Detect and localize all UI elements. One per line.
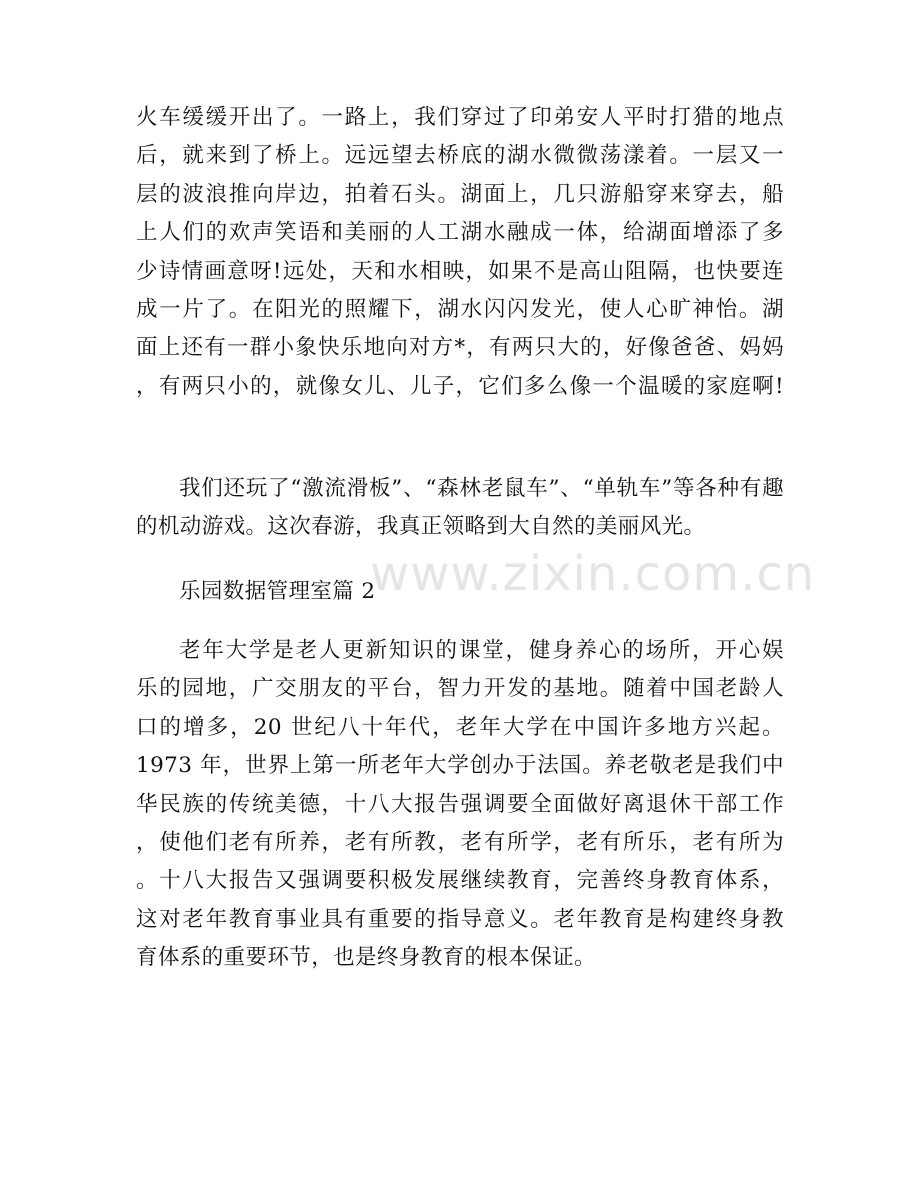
paragraph-3-line: 老年大学是老人更新知识的课堂，健身养心的场所，开心娱 [179,638,784,663]
watermark: www.zixin.com.cn [370,546,816,602]
paragraph-1 [136,99,784,406]
section-heading: 乐园数据管理室篇 2 [179,579,376,604]
paragraph-3-line: 口的增多，20 世纪八十年代，老年大学在中国许多地方兴起。 [136,714,784,740]
paragraph-3-line: ，使他们老有所养，老有所教，老有所学，老有所乐，老有所为 [136,830,784,856]
paragraph-1-line: 成一片了。在阳光的照耀下，湖水闪闪发光，使人心旷神怡。湖 [136,297,784,323]
paragraph-3-line: 这对老年教育事业具有重要的指导意义。老年教育是构建终身教 [136,906,784,932]
paragraph-3-line: 。十八大报告又强调要积极发展继续教育，完善终身教育体系， [136,868,784,894]
paragraph-1-line: ，有两只小的，就像女儿、儿子，它们多么像一个温暖的家庭啊! [136,373,784,399]
paragraph-3-line: 育体系的重要环节，也是终身教育的根本保证。 [136,945,596,971]
paragraph-1-line: 面上还有一群小象快乐地向对方*，有两只大的，好像爸爸、妈妈 [136,335,784,361]
paragraph-3-line: 乐的园地，广交朋友的平台，智力开发的基地。随着中国老龄人 [136,676,784,702]
paragraph-1-line: 火车缓缓开出了。一路上，我们穿过了印弟安人平时打猎的地点 [136,105,784,130]
paragraph-1-line: 后，就来到了桥上。远远望去桥底的湖水微微荡漾着。一层又一 [136,143,784,169]
paragraph-3 [136,632,784,978]
paragraph-1-line: 层的波浪推向岸边，拍着石头。湖面上，几只游船穿来穿去，船 [136,181,784,207]
paragraph-2-line: 我们还玩了“激流滑板”、“森林老鼠车”、“单轨车”等各种有趣 [179,476,784,501]
paragraph-2 [136,470,784,547]
paragraph-3-line: 1973 年，世界上第一所老年大学创办于法国。养老敬老是我们中 [136,753,784,779]
paragraph-1-line: 上人们的欢声笑语和美丽的人工湖水融成一体，给湖面增添了多 [136,220,784,246]
paragraph-3-line: 华民族的传统美德，十八大报告强调要全面做好离退休干部工作 [136,791,784,817]
paragraph-1-line: 少诗情画意呀!远处，天和水相映，如果不是高山阻隔，也快要连 [136,258,784,284]
paragraph-2-line: 的机动游戏。这次春游，我真正领略到大自然的美丽风光。 [136,514,706,540]
